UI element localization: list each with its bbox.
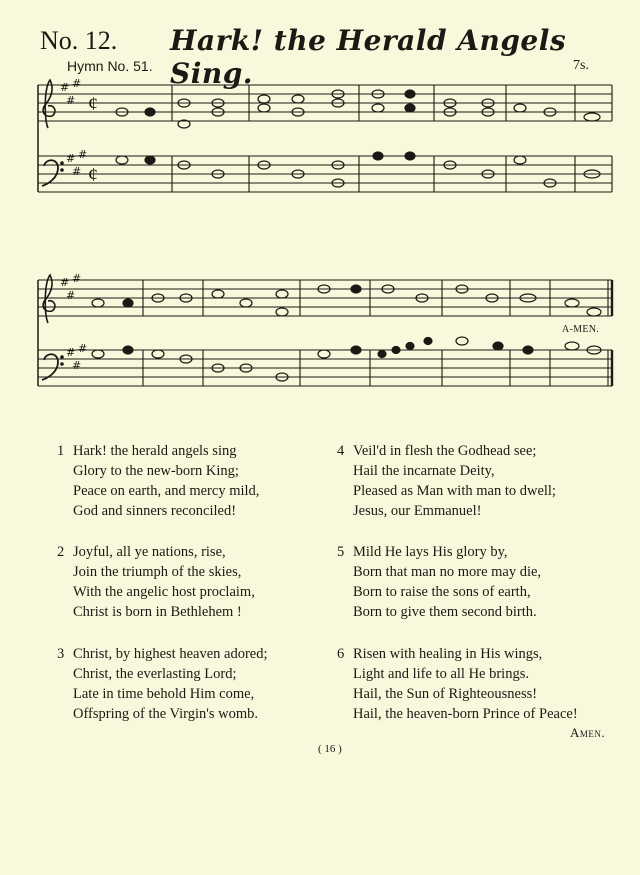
hymn-title: Hark! the Herald Angels Sing. bbox=[170, 24, 567, 90]
music-score bbox=[0, 0, 640, 400]
verse-line: Hail the incarnate Deity, bbox=[353, 463, 495, 479]
verse-5 bbox=[337, 542, 542, 622]
svg-text:#: # bbox=[78, 342, 88, 355]
svg-text:¢: ¢ bbox=[88, 164, 98, 186]
svg-text:#: # bbox=[60, 276, 70, 289]
bass-clef-icon bbox=[42, 160, 63, 186]
verse-line: Veil'd in flesh the Godhead see; bbox=[353, 443, 537, 459]
verse-number: 4 bbox=[337, 443, 345, 459]
barlines-1 bbox=[172, 85, 612, 192]
verse-line: Born that man no more may die, bbox=[353, 564, 542, 580]
verse-line: Pleased as Man with man to dwell; bbox=[353, 483, 556, 499]
verse-6 bbox=[337, 644, 578, 724]
notes-system-1 bbox=[116, 90, 600, 187]
verse-number: 5 bbox=[337, 544, 345, 560]
common-time-icon bbox=[88, 93, 98, 186]
verse-line: Christ, by highest heaven adored; bbox=[73, 646, 268, 662]
verse-line: Glory to the new-born King; bbox=[73, 463, 239, 479]
verse-number: 1 bbox=[57, 443, 65, 459]
verse-number: 6 bbox=[337, 646, 345, 662]
svg-text:#: # bbox=[72, 272, 82, 285]
verse-line: Hail, the heaven-born Prince of Peace! bbox=[353, 706, 578, 722]
verse-1 bbox=[57, 441, 260, 521]
verse-line: Join the triumph of the skies, bbox=[73, 564, 242, 580]
amen-music-label: A-MEN. bbox=[562, 324, 600, 335]
svg-text:#: # bbox=[72, 165, 82, 178]
svg-text:#: # bbox=[72, 77, 82, 90]
bass-staff-2 bbox=[38, 350, 612, 386]
verse-line: Light and life to all He brings. bbox=[353, 666, 529, 682]
notes-system-2 bbox=[92, 285, 601, 381]
page-number: ( 16 ) bbox=[318, 743, 342, 755]
verse-line: Born to raise the sons of earth, bbox=[353, 584, 531, 600]
verse-number: 3 bbox=[57, 646, 65, 662]
amen-text: Amen. bbox=[570, 725, 606, 740]
svg-text:#: # bbox=[66, 94, 76, 107]
verse-line: Jesus, our Emmanuel! bbox=[353, 503, 482, 519]
svg-text:#: # bbox=[66, 289, 76, 302]
verse-line: Joyful, all ye nations, rise, bbox=[73, 544, 226, 560]
svg-text:#: # bbox=[66, 152, 76, 165]
hymn-reference: Hymn No. 51. bbox=[67, 58, 153, 74]
verse-line: Offspring of the Virgin's womb. bbox=[73, 706, 259, 722]
verse-line: Late in time behold Him come, bbox=[73, 686, 255, 702]
verse-4 bbox=[337, 441, 556, 521]
bass-clef-icon bbox=[42, 354, 63, 380]
meter-label: 7s. bbox=[573, 58, 589, 73]
svg-text:#: # bbox=[78, 148, 88, 161]
verse-line: God and sinners reconciled! bbox=[73, 503, 237, 519]
verse-3 bbox=[57, 644, 268, 724]
verse-line: Peace on earth, and mercy mild, bbox=[73, 483, 260, 499]
verse-line: With the angelic host proclaim, bbox=[73, 584, 255, 600]
hymn-number: No. 12. bbox=[40, 26, 118, 55]
key-signature-icon bbox=[60, 272, 87, 372]
verse-number: 2 bbox=[57, 544, 65, 560]
verse-line: Born to give them second birth. bbox=[353, 604, 537, 620]
verse-line: Hark! the herald angels sing bbox=[73, 443, 237, 459]
svg-text:#: # bbox=[60, 81, 70, 94]
key-signature-icon bbox=[60, 77, 87, 178]
verse-2 bbox=[57, 542, 255, 622]
score-system-1 bbox=[38, 77, 612, 192]
verse-line: Hail, the Sun of Righteousness! bbox=[353, 686, 538, 702]
verse-line: Risen with healing in His wings, bbox=[353, 646, 543, 662]
verse-line: Mild He lays His glory by, bbox=[353, 544, 508, 560]
verse-line: Christ, the everlasting Lord; bbox=[73, 666, 237, 682]
score-system-2 bbox=[38, 272, 612, 386]
svg-text:¢: ¢ bbox=[88, 93, 98, 115]
svg-text:#: # bbox=[72, 359, 82, 372]
svg-text:#: # bbox=[66, 346, 76, 359]
verse-line: Christ is born in Bethlehem ! bbox=[73, 604, 242, 620]
